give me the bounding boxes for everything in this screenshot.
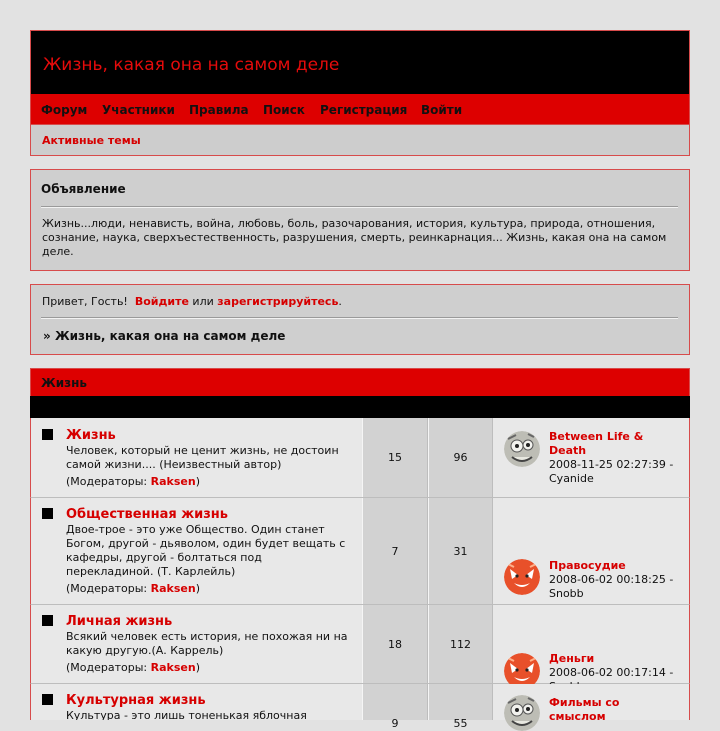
forum-status-icon: [42, 429, 53, 440]
forum-status-icon: [42, 694, 53, 705]
breadcrumb-separator: »: [43, 329, 51, 343]
avatar[interactable]: [504, 559, 540, 595]
category-column-bar: [30, 396, 690, 418]
login-link[interactable]: Войдите: [134, 295, 189, 308]
last-post-user: Snobb: [549, 587, 584, 600]
topics-cell: [362, 418, 428, 497]
forum-description: Культура - это лишь тоненькая яблочная: [66, 709, 307, 720]
topics-count: 9: [391, 717, 399, 730]
moderator-link[interactable]: Raksen: [150, 582, 196, 595]
nav-users[interactable]: Участники: [102, 103, 175, 117]
avatar[interactable]: [504, 431, 540, 467]
posts-cell: [428, 684, 493, 730]
forum-moderators: [66, 582, 200, 595]
announcement-title: Объявление: [41, 182, 126, 196]
nav-login[interactable]: Войти: [421, 103, 463, 117]
moderators-label: (Модераторы:: [66, 475, 148, 488]
announcement-text: Жизнь...люди, ненависть, война, любовь, боль, разочарования, история, культура, природа, отношения, сознание, наука, сверхъестественность, разрушения, смерть, реинкарнация... Жизнь, какая она на самом деле.: [42, 217, 667, 258]
forum-status-icon: [42, 615, 53, 626]
forum-description: Всякий человек есть история, не похожая ни на какую другую.(А. Каррель): [66, 630, 348, 657]
greeting-text: Привет, Гость!: [42, 295, 128, 308]
forum-row: [30, 418, 690, 498]
last-post-date: 2008-11-25 02:27:39 -: [549, 458, 674, 471]
announcement-panel: [30, 169, 690, 271]
last-post-link[interactable]: Деньги: [549, 652, 595, 665]
forum-link[interactable]: Жизнь: [66, 428, 116, 443]
forum-row: [30, 498, 690, 605]
topics-count: 18: [388, 638, 402, 651]
avatar[interactable]: [504, 695, 540, 731]
forum-description: Человек, который не ценит жизнь, не достоин самой жизни.... (Неизвестный автор): [66, 444, 339, 471]
topics-count: 15: [388, 451, 402, 464]
posts-count: 112: [450, 638, 471, 651]
divider: [41, 317, 678, 319]
main-nav: [30, 94, 690, 124]
posts-count: 31: [453, 545, 468, 558]
posts-cell: [428, 498, 493, 604]
last-post-user: Cyanide: [549, 472, 594, 485]
moderators-close: ): [195, 661, 200, 674]
moderator-link[interactable]: Raksen: [150, 661, 196, 674]
forum-row: [30, 605, 690, 684]
forum-link[interactable]: Личная жизнь: [66, 614, 173, 629]
category-title: Жизнь: [41, 376, 87, 390]
posts-count: 55: [453, 717, 468, 730]
moderators-close: ): [195, 475, 200, 488]
topics-count: 7: [391, 545, 399, 558]
forum-description: Двое-трое - это уже Общество. Один станет Богом, другой - дьяволом, один будет вещать с кафедры, другой - болтаться под перекладиной. (Т. Карлейль): [66, 523, 346, 578]
moderator-link[interactable]: Raksen: [150, 475, 196, 488]
or-text: или: [192, 295, 214, 308]
nav-search[interactable]: Поиск: [263, 103, 305, 117]
forum-link[interactable]: Культурная жизнь: [66, 693, 206, 708]
divider: [41, 206, 678, 208]
welcome-line: [42, 295, 342, 308]
last-post-link[interactable]: Правосудие: [549, 559, 626, 572]
forum-moderators: [66, 475, 200, 488]
forum-status-icon: [42, 508, 53, 519]
topics-cell: [362, 498, 428, 604]
forum-link[interactable]: Общественная жизнь: [66, 507, 229, 522]
forum-moderators: [66, 661, 200, 674]
last-post-link[interactable]: Фильмы со смыслом: [549, 696, 620, 723]
posts-cell: [428, 418, 493, 497]
visit-links-bar: [30, 124, 690, 156]
period-text: .: [338, 295, 342, 308]
board-header: [30, 30, 690, 94]
posts-count: 96: [453, 451, 468, 464]
moderators-label: (Модераторы:: [66, 661, 148, 674]
active-topics-link[interactable]: Активные темы: [42, 134, 141, 147]
category-header: [30, 368, 690, 396]
posts-cell: [428, 605, 493, 683]
nav-register[interactable]: Регистрация: [320, 103, 408, 117]
last-post-link[interactable]: Between Life & Death: [549, 430, 644, 457]
topics-cell: [362, 684, 428, 730]
topics-cell: [362, 605, 428, 683]
register-link[interactable]: зарегистрируйтесь: [217, 295, 339, 308]
breadcrumb-board-link[interactable]: Жизнь, какая она на самом деле: [54, 329, 286, 343]
welcome-panel: [30, 284, 690, 355]
moderators-label: (Модераторы:: [66, 582, 148, 595]
board-title[interactable]: Жизнь, какая она на самом деле: [43, 55, 340, 75]
nav-forum[interactable]: Форум: [41, 103, 88, 117]
forum-row: [30, 684, 690, 730]
last-post-date: 2008-06-02 00:18:25 -: [549, 573, 674, 586]
nav-rules[interactable]: Правила: [189, 103, 249, 117]
breadcrumb: [43, 329, 285, 343]
last-post-date: 2008-06-02 00:17:14 -: [549, 666, 674, 679]
moderators-close: ): [195, 582, 200, 595]
